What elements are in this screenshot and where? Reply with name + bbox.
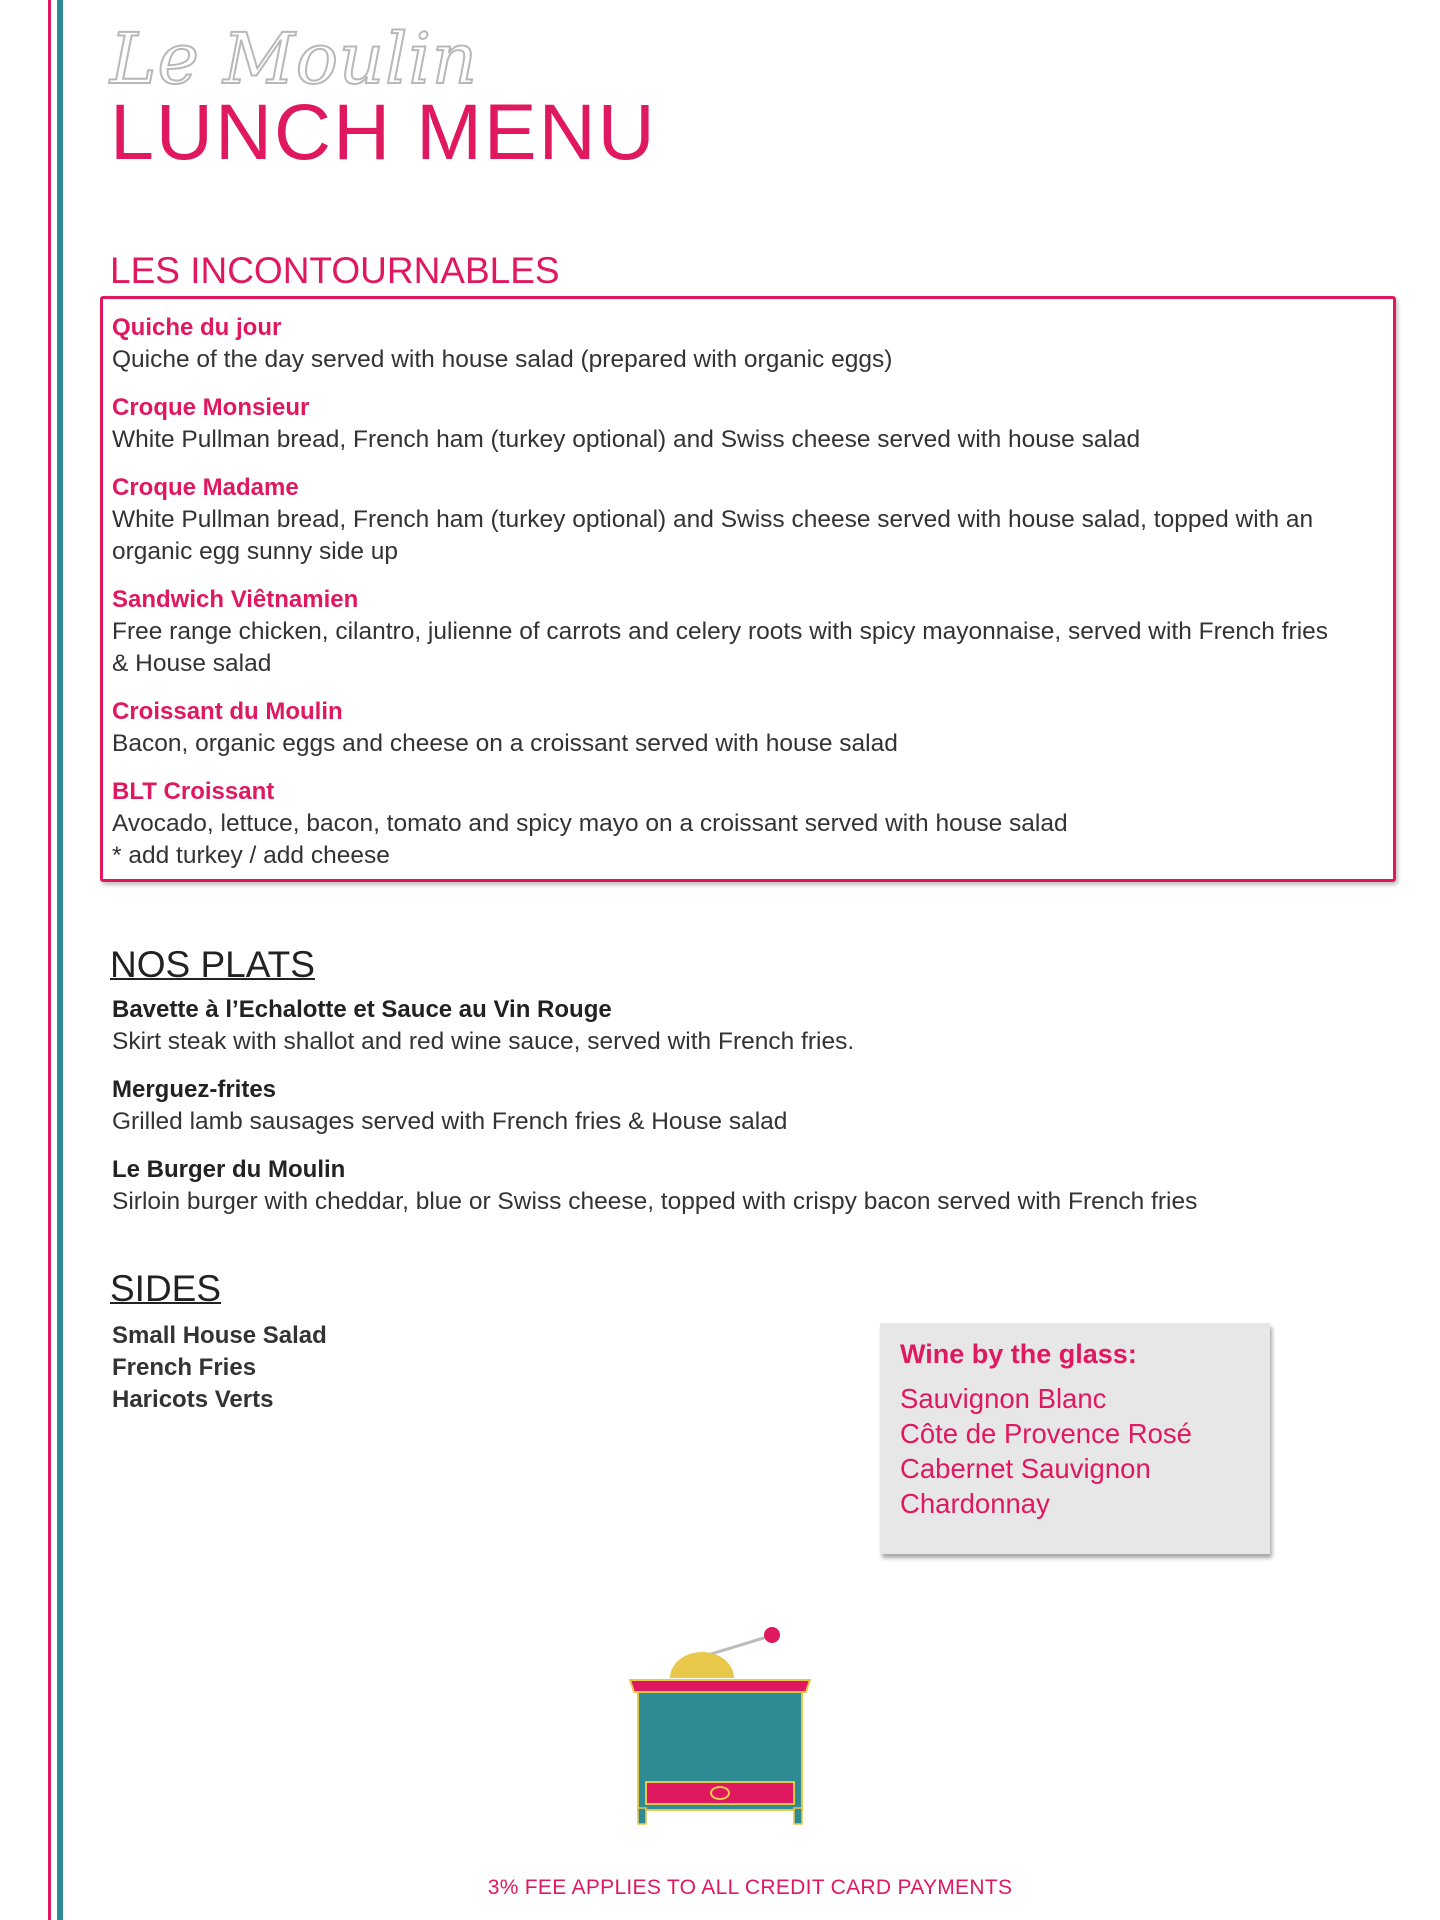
wine-by-glass-box bbox=[880, 1323, 1270, 1554]
item-name: Quiche du jour bbox=[112, 314, 282, 341]
item-desc: White Pullman bread, French ham (turkey optional) and Swiss cheese served with house salad, topped with an bbox=[112, 506, 1314, 533]
item-name: Sandwich Viêtnamien bbox=[112, 586, 359, 613]
side-item: Haricots Verts bbox=[112, 1386, 274, 1413]
item-name: Bavette à l’Echalotte et Sauce au Vin Rouge bbox=[112, 996, 612, 1023]
menu-item bbox=[112, 776, 1382, 872]
sides-list bbox=[112, 1320, 327, 1416]
wine-item: Sauvignon Blanc bbox=[900, 1383, 1107, 1414]
wine-item: Cabernet Sauvignon bbox=[900, 1453, 1151, 1484]
side-item: Small House Salad bbox=[112, 1322, 327, 1349]
section-title-sides: SIDES bbox=[110, 1268, 222, 1309]
menu-item bbox=[112, 696, 1382, 760]
menu-item bbox=[112, 584, 1382, 680]
item-desc: White Pullman bread, French ham (turkey optional) and Swiss cheese served with house salad bbox=[112, 426, 1141, 453]
item-name: Croissant du Moulin bbox=[112, 698, 343, 725]
item-desc: Grilled lamb sausages served with French fries & House salad bbox=[112, 1108, 788, 1135]
item-desc: Sirloin burger with cheddar, blue or Swiss cheese, topped with crispy bacon served with French fries bbox=[112, 1188, 1198, 1215]
section-title-nos-plats: NOS PLATS bbox=[110, 944, 315, 985]
menu-item bbox=[112, 312, 1382, 376]
wine-item: Chardonnay bbox=[900, 1488, 1050, 1519]
wine-list bbox=[900, 1381, 1192, 1521]
item-name: Croque Monsieur bbox=[112, 394, 310, 421]
side-item: French Fries bbox=[112, 1354, 257, 1381]
menu-item bbox=[112, 994, 1382, 1058]
item-name: Le Burger du Moulin bbox=[112, 1156, 346, 1183]
coffee-grinder-icon bbox=[620, 1622, 820, 1832]
footer-note: 3% FEE APPLIES TO ALL CREDIT CARD PAYMENTS bbox=[487, 1876, 1013, 1899]
item-desc: Bacon, organic eggs and cheese on a croissant served with house salad bbox=[112, 730, 898, 757]
item-desc: Skirt steak with shallot and red wine sauce, served with French fries. bbox=[112, 1028, 855, 1055]
page-title: LUNCH MENU bbox=[110, 87, 657, 176]
item-name: BLT Croissant bbox=[112, 778, 275, 805]
item-note: * add turkey / add cheese bbox=[112, 842, 390, 869]
item-name: Merguez-frites bbox=[112, 1076, 277, 1103]
left-border-pink bbox=[48, 0, 51, 1920]
item-desc-continued: & House salad bbox=[112, 650, 272, 677]
menu-item bbox=[112, 1074, 1382, 1138]
item-desc: Avocado, lettuce, bacon, tomato and spicy mayo on a croissant served with house salad bbox=[112, 810, 1068, 837]
menu-item bbox=[112, 472, 1382, 568]
section-title-incontournables: LES INCONTOURNABLES bbox=[110, 250, 560, 291]
item-name: Croque Madame bbox=[112, 474, 299, 501]
item-desc-continued: organic egg sunny side up bbox=[112, 538, 399, 565]
restaurant-logo: Le Moulin bbox=[110, 18, 478, 100]
item-desc: Quiche of the day served with house salad (prepared with organic eggs) bbox=[112, 346, 893, 373]
item-desc: Free range chicken, cilantro, julienne of carrots and celery roots with spicy mayonnaise, served with French fries bbox=[112, 618, 1329, 645]
wine-item: Côte de Provence Rosé bbox=[900, 1418, 1192, 1449]
wine-title: Wine by the glass: bbox=[900, 1339, 1137, 1369]
menu-item bbox=[112, 392, 1382, 456]
menu-item bbox=[112, 1154, 1382, 1218]
left-border-teal bbox=[57, 0, 63, 1920]
